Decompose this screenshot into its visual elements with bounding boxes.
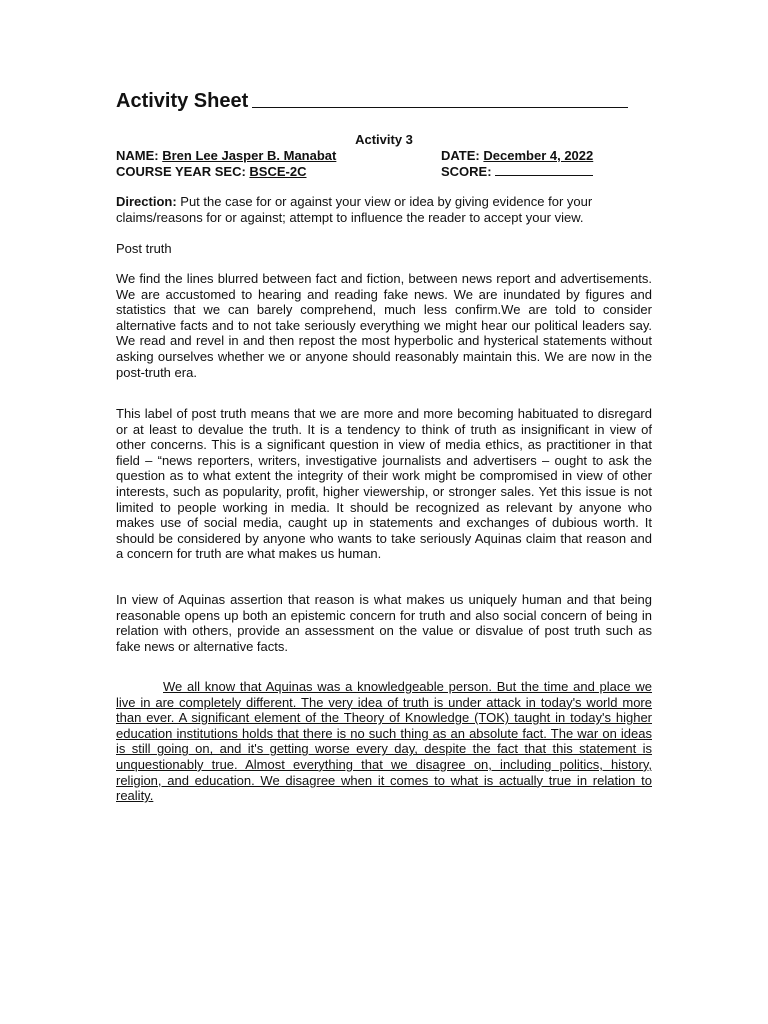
paragraph-3: In view of Aquinas assertion that reason is what makes us uniquely human and that being reasonable opens up both an epistemic concern for truth and also social concern of being in relation with others, provide an assessment on the value or disvalue of post truth such as fake news or alternative facts.: [116, 592, 652, 654]
name-value: Bren Lee Jasper B. Manabat: [162, 148, 337, 163]
date-label: DATE:: [441, 148, 480, 163]
topic-heading: Post truth: [116, 241, 172, 256]
name-row: [116, 148, 336, 164]
score-blank: [495, 164, 593, 176]
paragraph-1: We find the lines blurred between fact and fiction, between news report and advertisements. We are accustomed to hearing and reading fake news. We are inundated by figures and statistics that we can barely comprehend, much less confirm.We are told to consider alternative facts and to not take seriously everything we might hear our political leaders say. We read and revel in and then repost the most hyperbolic and hysterical statements without asking ourselves whether we or anyone should reasonably maintain this. We are now in the post-truth era.: [116, 271, 652, 380]
page-title: Activity Sheet: [116, 90, 249, 112]
name-label: NAME:: [116, 148, 159, 163]
student-answer: We all know that Aquinas was a knowledgeable person. But the time and place we live in are completely different. The very idea of truth is under attack in today's world more than ever. A significant element of the Theory of Knowledge (TOK) taught in today's higher education institutions holds that there is no such thing as an absolute fact. The war on ideas is still going on, and it's getting worse every day, despite the fact that this statement is unquestionably true. Almost everything that we disagree on, including politics, history, religion, and education. We disagree when it comes to what is actually true in relation to reality.: [116, 679, 652, 804]
score-label: SCORE:: [441, 164, 492, 179]
date-row: [441, 148, 593, 164]
activity-number: Activity 3: [355, 132, 413, 147]
date-value: December 4, 2022: [483, 148, 594, 163]
paragraph-2: This label of post truth means that we are more and more becoming habituated to disregard or at least to devalue the truth. It is a tendency to think of truth as insignificant in view of other concerns. This is a significant question in view of media ethics, as practitioner in that field – “news reporters, writers, investigative journalists and advertisers – ought to ask the question as to what extent the integrity of their work might be compromised in view of other interests, such as popularity, profit, higher viewership, or stronger sales. Yet this issue is not limited to people working in media. It should be recognized as relevant by anyone who makes use of social media, caught up in statements and exchanges of dubious worth. It should be considered by anyone who wants to take seriously Aquinas claim that reason and a concern for truth are what makes us human.: [116, 406, 652, 562]
direction-paragraph: [116, 194, 652, 225]
direction-text: Put the case for or against your view or idea by giving evidence for your claims/reasons for or against; attempt to influence the reader to accept your view.: [116, 194, 593, 225]
course-value: BSCE-2C: [249, 164, 307, 179]
direction-label: Direction:: [116, 194, 177, 209]
course-label: COURSE YEAR SEC:: [116, 164, 246, 179]
title-underline-rule: [252, 107, 628, 108]
header: [116, 86, 628, 112]
course-row: [116, 164, 307, 180]
score-row: [441, 164, 593, 180]
